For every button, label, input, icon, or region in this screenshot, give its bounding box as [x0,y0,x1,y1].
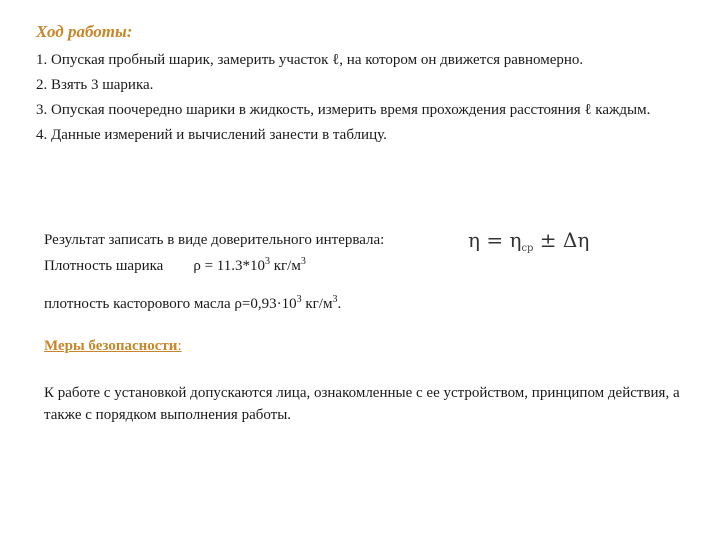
step-3: 3. Опуская поочередно шарики в жидкость, измерить время прохождения расстояния ℓ каждым. [36,102,651,118]
steps-list [36,50,696,150]
oil-density: плотность касторового масла $\rho=0,93\cdot 10^3$ $кг/м^3$. [44,294,342,312]
ball-density-label: Плотность шарика [44,258,164,274]
step-2: 2. Взять 3 шарика. [36,77,154,93]
step-4: 4. Данные измерений и вычислений занести в таблицу. [36,127,387,143]
safety-heading: Меры безопасности: [44,338,182,354]
confidence-interval-formula: $\eta = \eta_{ср} \pm \Delta\eta$ [468,228,590,254]
result-line-2 [44,251,684,277]
page-heading: Ход работы: [36,22,133,41]
ball-density-value: $\rho = 11.3*10^3$ $кг/м^3$ [193,256,306,274]
safety-text: К работе с установкой допускаются лица, ознакомленные с ее устройством, принципом действия, а также с порядком выполнения работы. [44,385,680,423]
step-1: 1. Опуская пробный шарик, замерить участок ℓ, на котором он движется равномерно. [36,52,584,68]
result-instruction: Результат записать в виде доверительного интервала: [44,232,385,248]
safety-colon: : [177,338,182,354]
